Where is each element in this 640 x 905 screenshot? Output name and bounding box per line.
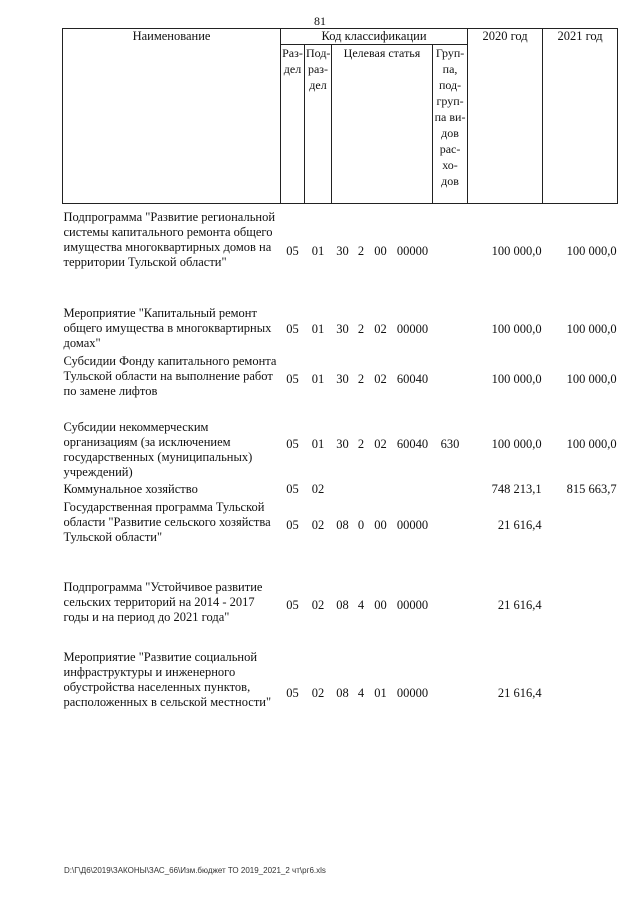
- row-2020: 748 213,1: [491, 482, 542, 496]
- row-cs2: 2: [357, 372, 365, 386]
- row-podrazdel: 02: [311, 482, 325, 496]
- row-name: Субсидии Фонду капитального ремонта Тульской области на выполнение работ по замене лифтов: [63, 354, 277, 398]
- row-cs3: [369, 482, 393, 500]
- row-2020: 100 000,0: [491, 372, 542, 386]
- row-vid: [433, 210, 468, 306]
- row-2021: [543, 580, 618, 650]
- row-name: Коммунальное хозяйство: [63, 482, 198, 496]
- row-cs2: 4: [357, 598, 365, 612]
- row-razdel: 05: [286, 437, 299, 451]
- row-cs3: 02: [374, 372, 387, 386]
- row-razdel: 05: [286, 518, 299, 532]
- row-cs1: 30: [336, 372, 349, 386]
- header-expense-group: Груп- па, под- груп- па ви- дов рас- хо- дов: [433, 45, 468, 204]
- row-cs4: 00000: [396, 244, 429, 258]
- row-cs2: 2: [357, 244, 365, 258]
- table-row: [63, 482, 618, 500]
- table-row: [63, 650, 618, 734]
- row-razdel: 05: [286, 686, 299, 700]
- footer-file-path: D:\Г\Д6\2019\ЗАКОНЫ\ЗАС_66\Изм.бюджет ТО 2019_2021_2 чт\рг6.xls: [64, 866, 326, 875]
- row-2021: 100 000,0: [566, 372, 617, 386]
- row-2021: 815 663,7: [566, 482, 617, 496]
- row-razdel: 05: [286, 372, 299, 386]
- header-name: Наименование: [63, 29, 281, 204]
- row-cs3: 00: [374, 598, 387, 612]
- row-name: Субсидии некоммерческим организациям (за исключением государственных (муниципальных) учреждений): [63, 420, 253, 479]
- row-2020: 100 000,0: [491, 437, 542, 451]
- row-2021: [543, 650, 618, 734]
- row-cs1: 08: [336, 518, 349, 532]
- table-row: [63, 210, 618, 306]
- row-cs2: 2: [357, 322, 365, 336]
- row-cs4: 00000: [396, 598, 429, 612]
- row-cs1: 08: [336, 686, 349, 700]
- row-cs1: 30: [336, 244, 349, 258]
- header-year-2021: 2021 год: [543, 29, 618, 204]
- row-2020: 21 616,4: [497, 518, 542, 532]
- row-podrazdel: 01: [311, 437, 325, 451]
- row-razdel: 05: [286, 598, 299, 612]
- row-podrazdel: 02: [311, 686, 325, 700]
- row-cs3: 02: [374, 437, 387, 451]
- row-cs4: 00000: [396, 322, 429, 336]
- row-cs3: 00: [374, 244, 387, 258]
- row-2021: 100 000,0: [566, 244, 617, 258]
- row-cs4: 00000: [396, 686, 429, 700]
- row-podrazdel: 01: [311, 244, 325, 258]
- header-classification-code: Код классификации: [281, 29, 468, 45]
- budget-table: [62, 28, 618, 734]
- row-podrazdel: 02: [311, 518, 325, 532]
- table-body: [63, 204, 618, 735]
- row-vid: [433, 580, 468, 650]
- row-2020: 100 000,0: [491, 244, 542, 258]
- row-name: Подпрограмма "Развитие региональной системы капитального ремонта общего имущества многоквартирных домов на территории Тульской области": [63, 210, 276, 269]
- row-razdel: 05: [286, 482, 299, 496]
- row-cs4: 60040: [396, 372, 429, 386]
- row-cs1: 08: [336, 598, 349, 612]
- row-cs4: [393, 482, 433, 500]
- row-2020: 21 616,4: [497, 598, 542, 612]
- row-cs1: 30: [336, 437, 349, 451]
- row-razdel: 05: [286, 322, 299, 336]
- row-vid: [433, 482, 468, 500]
- row-cs3: 02: [374, 322, 387, 336]
- row-vid: [433, 354, 468, 420]
- table-row: [63, 306, 618, 354]
- row-cs1: [332, 482, 354, 500]
- row-2021: 100 000,0: [566, 322, 617, 336]
- row-vid: [433, 306, 468, 354]
- table-row: [63, 354, 618, 420]
- row-name: Мероприятие "Развитие социальной инфраструктуры и инженерного обустройства населенных пунктов, расположенных в сельской местности": [63, 650, 272, 709]
- row-vid: [433, 500, 468, 580]
- row-vid: 630: [440, 437, 460, 451]
- row-name: Мероприятие "Капитальный ремонт общего имущества в многоквартирных домах": [63, 306, 272, 350]
- row-cs4: 00000: [396, 518, 429, 532]
- row-2021: [543, 500, 618, 580]
- row-cs3: 01: [374, 686, 387, 700]
- row-2020: 100 000,0: [491, 322, 542, 336]
- table-row: [63, 580, 618, 650]
- row-cs4: 60040: [396, 437, 429, 451]
- row-cs1: 30: [336, 322, 349, 336]
- table-header: [63, 29, 618, 204]
- row-razdel: 05: [286, 244, 299, 258]
- table-row: [63, 420, 618, 482]
- row-cs2: [354, 482, 369, 500]
- row-podrazdel: 01: [311, 322, 325, 336]
- page-number: 81: [314, 14, 326, 28]
- table-row: [63, 500, 618, 580]
- row-name: Государственная программа Тульской области "Развитие сельского хозяйства Тульской области": [63, 500, 271, 544]
- row-podrazdel: 01: [311, 372, 325, 386]
- row-podrazdel: 02: [311, 598, 325, 612]
- row-2020: 21 616,4: [497, 686, 542, 700]
- row-cs2: 0: [357, 518, 365, 532]
- header-subsection: Под- раз- дел: [305, 45, 332, 204]
- header-target-article: Целевая статья: [332, 45, 433, 204]
- row-cs2: 4: [357, 686, 365, 700]
- header-section: Раз- дел: [281, 45, 305, 204]
- row-cs2: 2: [357, 437, 365, 451]
- row-cs3: 00: [374, 518, 387, 532]
- row-name: Подпрограмма "Устойчивое развитие сельских территорий на 2014 - 2017 годы и на период до 2021 года": [63, 580, 263, 624]
- header-year-2020: 2020 год: [468, 29, 543, 204]
- row-2021: 100 000,0: [566, 437, 617, 451]
- row-vid: [433, 650, 468, 734]
